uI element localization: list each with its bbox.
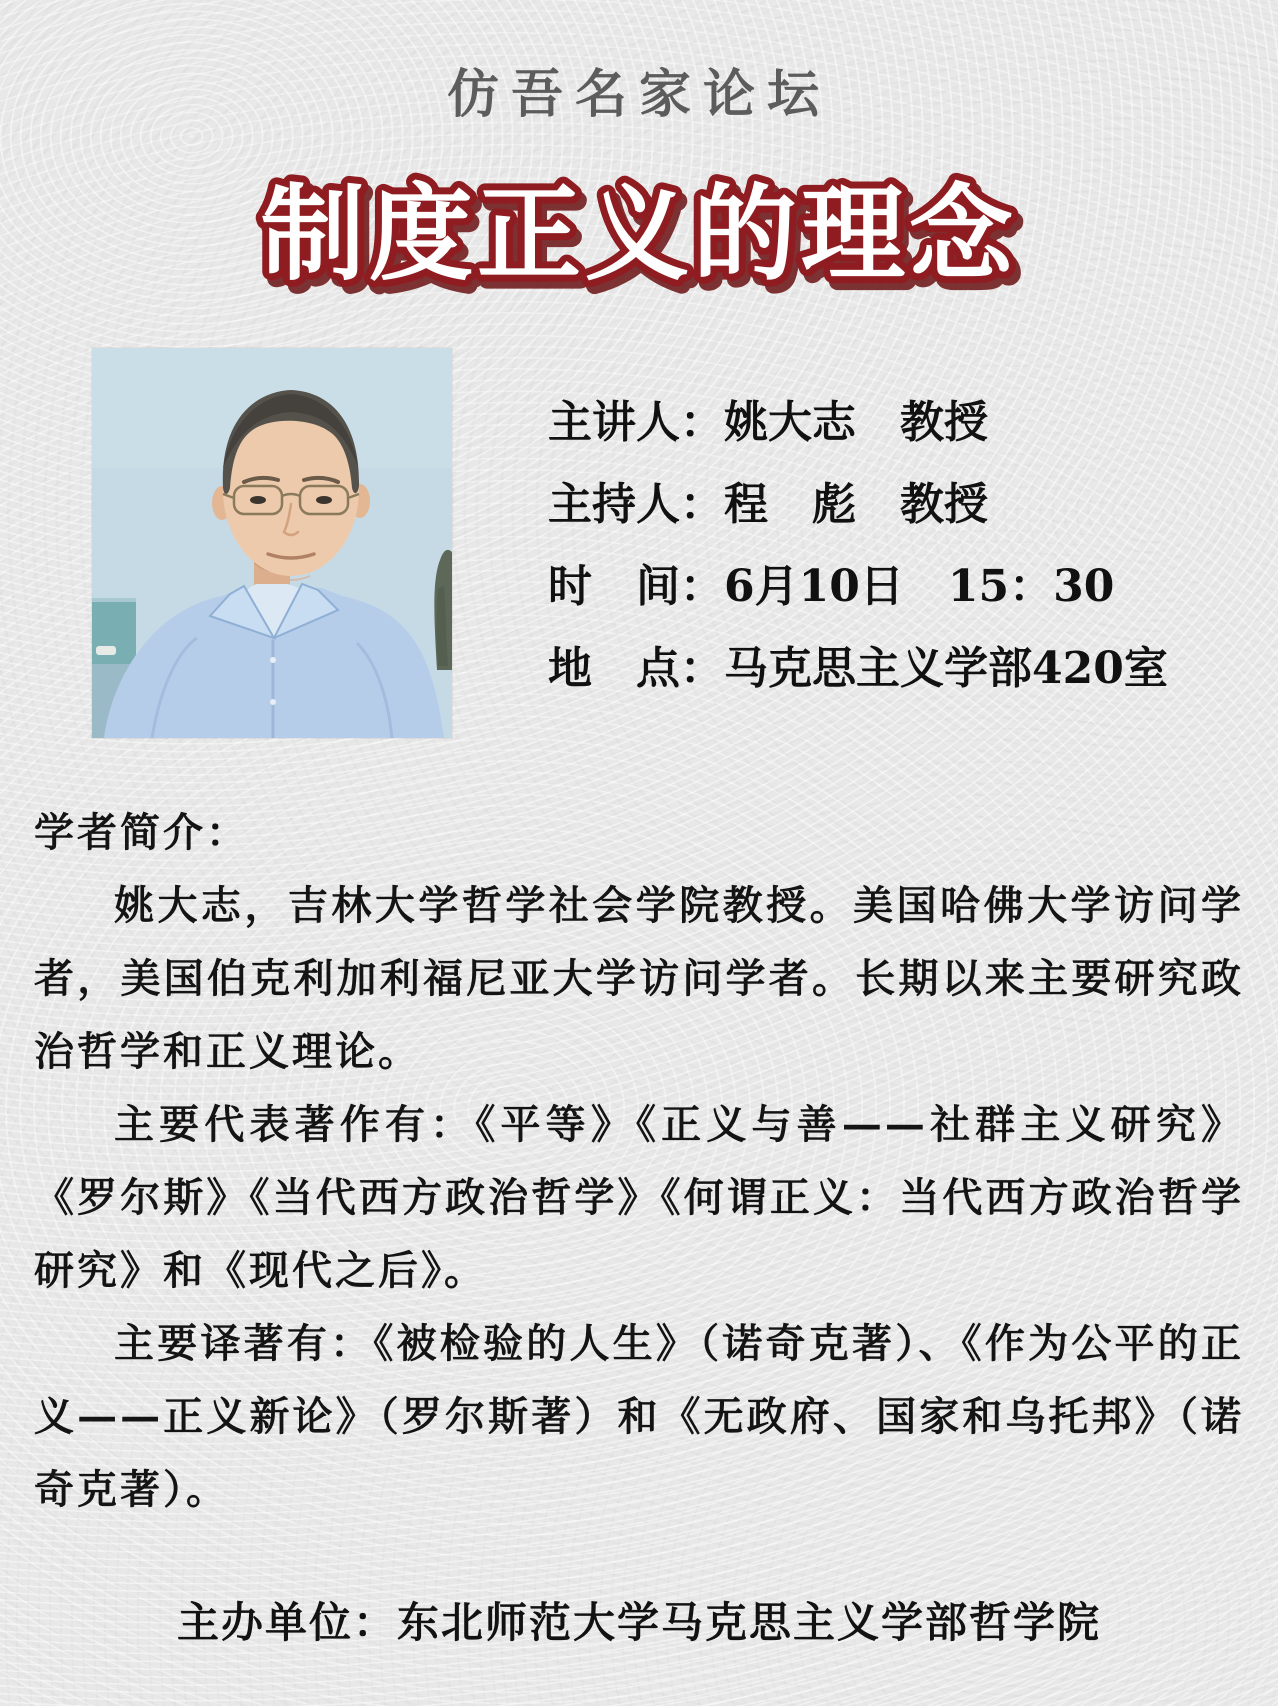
detail-value: 马克思主义学部420室 [724, 643, 1168, 694]
detail-value: 程 彪 教授 [724, 479, 988, 530]
detail-value: 姚大志 教授 [724, 397, 988, 448]
bio-paragraph: 主要译著有：《被检验的人生》（诺奇克著）、《作为公平的正义——正义新论》（罗尔斯著）和《无政府、国家和乌托邦》（诺奇克著）。 [34, 1320, 1244, 1513]
bio-paragraph: 主要代表著作有：《平等》《正义与善——社群主义研究》《罗尔斯》《当代西方政治哲学》《何谓正义：当代西方政治哲学研究》和《现代之后》。 [34, 1101, 1244, 1294]
detail-row-time [548, 546, 1208, 628]
detail-row-location [548, 628, 1208, 710]
detail-label: 主讲人： [548, 397, 724, 448]
detail-row-speaker [548, 382, 1208, 464]
detail-label: 时 间： [548, 561, 724, 612]
poster-title [0, 148, 1278, 318]
bio-section [0, 796, 1278, 1526]
detail-value: 6月10日 15：30 [724, 561, 1115, 612]
bio-paragraph: 姚大志，吉林大学哲学社会学院教授。美国哈佛大学访问学者，美国伯克利加利福尼亚大学访问学者。长期以来主要研究政治哲学和正义理论。 [34, 882, 1244, 1075]
detail-label: 地 点： [548, 643, 724, 694]
speaker-photo [92, 348, 452, 738]
bio-heading: 学者简介： [34, 809, 249, 856]
photo-sea [92, 600, 136, 666]
organizer-line: 主办单位：东北师范大学马克思主义学部哲学院 [176, 1598, 1101, 1647]
forum-name: 仿吾名家论坛 [446, 64, 831, 125]
poster-title-text: 制度正义的理念 [260, 172, 1018, 295]
lecture-details [548, 382, 1208, 710]
detail-label: 主持人： [548, 479, 724, 530]
detail-row-host [548, 464, 1208, 546]
